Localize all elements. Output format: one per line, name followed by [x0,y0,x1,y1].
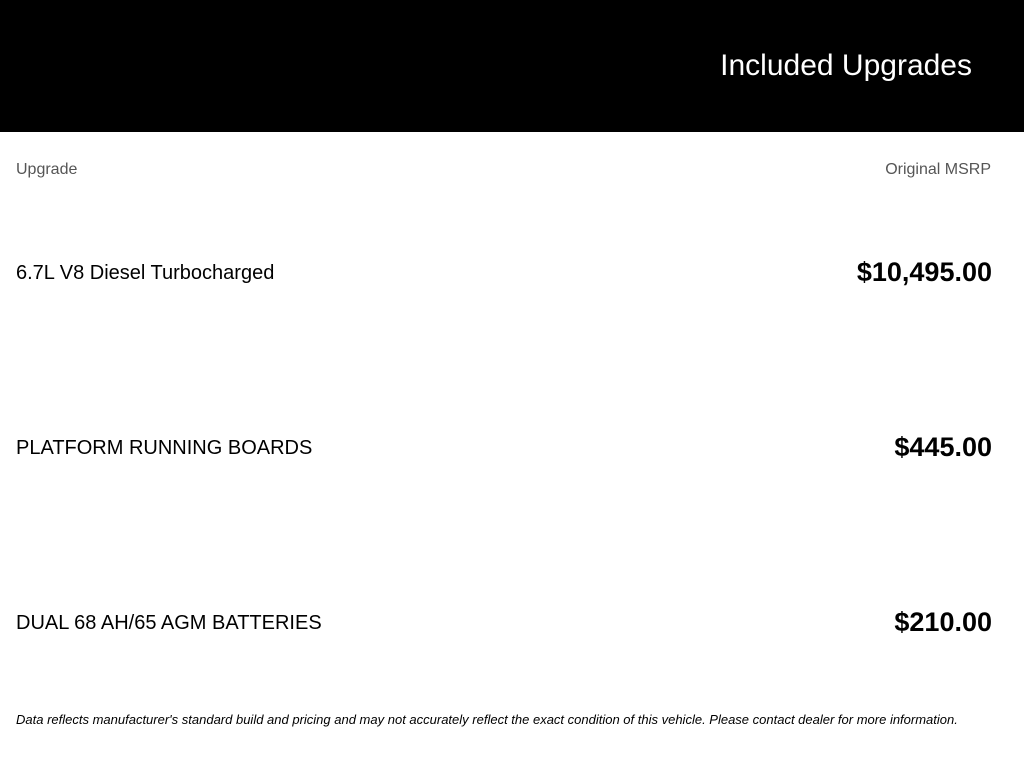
column-header-upgrade: Upgrade [16,161,78,178]
upgrade-row [0,252,1024,292]
upgrade-name: 6.7L V8 Diesel Turbocharged [16,262,275,284]
page-title: Included Upgrades [720,49,972,82]
upgrade-price: $210.00 [894,607,992,637]
upgrade-price: $445.00 [894,432,992,462]
page-header [0,0,1024,132]
upgrade-price: $10,495.00 [856,257,992,287]
upgrade-row [0,602,1024,642]
disclaimer-text: Data reflects manufacturer's standard build and pricing and may not accurately reflect the exact condition of this vehicle. Please contact dealer for more information. [16,712,958,727]
upgrade-row [0,427,1024,467]
upgrade-name: DUAL 68 AH/65 AGM BATTERIES [16,612,322,634]
column-header-msrp: Original MSRP [885,161,991,178]
upgrade-name: PLATFORM RUNNING BOARDS [16,437,313,459]
